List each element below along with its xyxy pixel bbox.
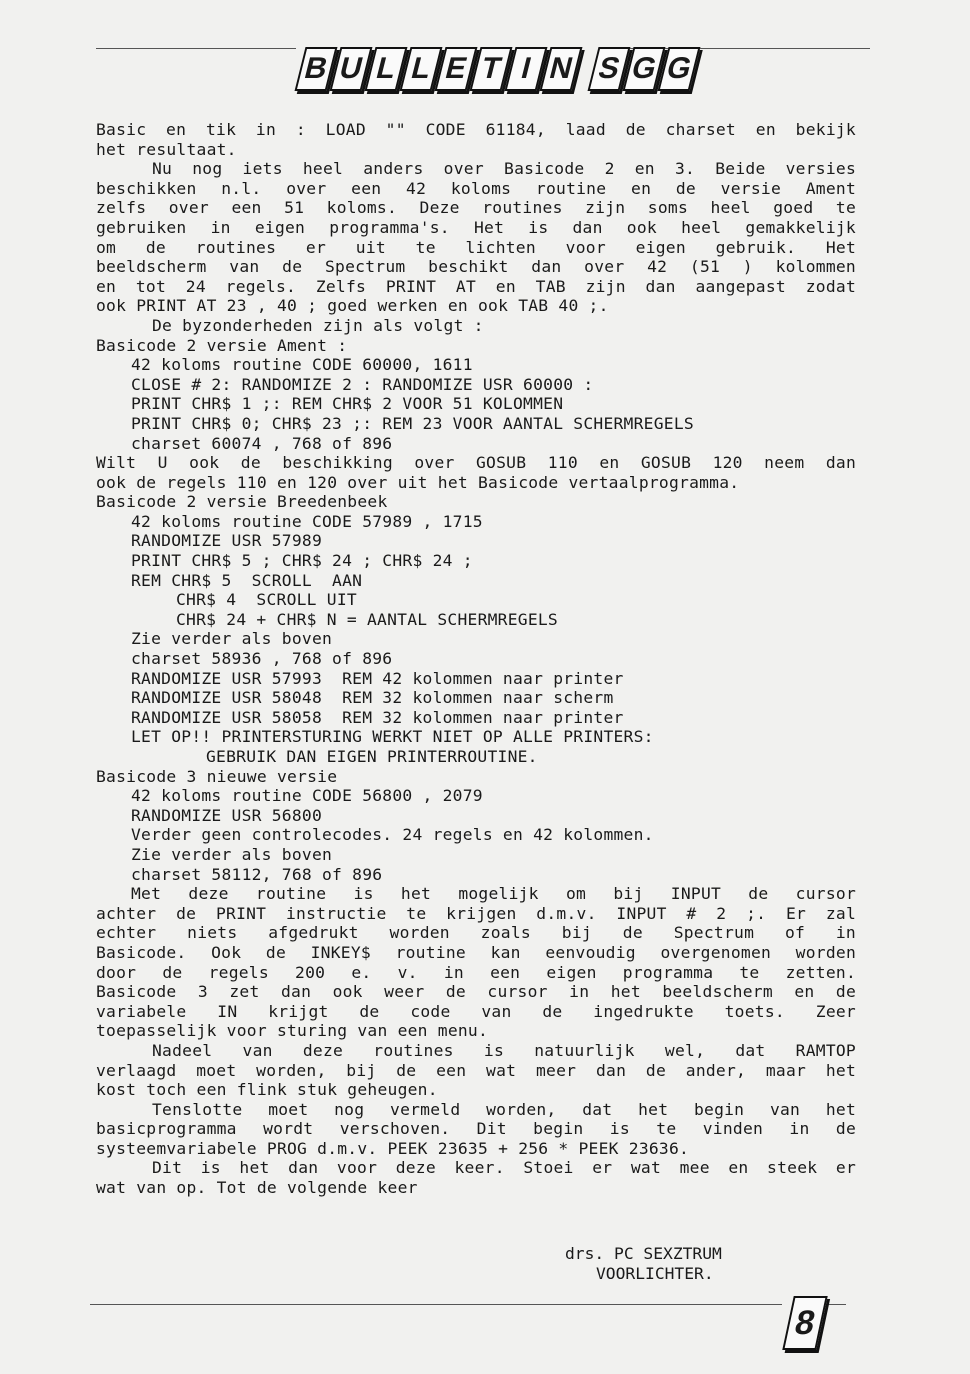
text-line: Basicode 3 zet dan ook weer de cursor in het beeldscherm en de xyxy=(96,982,856,1002)
text-line: Verder geen controlecodes. 24 regels en 42 kolommen. xyxy=(131,825,654,845)
text-line: Nu nog iets heel anders over Basicode 2 en 3. Beide versies xyxy=(152,159,856,179)
text-line: RANDOMIZE USR 57989 xyxy=(131,531,322,551)
text-line: Zie verder als boven xyxy=(131,844,333,864)
text-line: REM CHR$ 5 SCROLL AAN xyxy=(131,570,363,590)
text-line: verlaagd moet worden, bij de een wat meer dan de ander, maar het xyxy=(96,1060,856,1080)
text-line: gebruiken in eigen programma's. Het is dan ook heel gemakkelijk xyxy=(96,217,856,237)
text-line: PRINT CHR$ 5 ; CHR$ 24 ; CHR$ 24 ; xyxy=(131,551,473,571)
logo-letter: G xyxy=(658,47,701,91)
logo-letter: I xyxy=(505,47,548,91)
header-rule-left xyxy=(96,48,296,49)
text-line: Dit is het dan voor deze keer. Stoei er wat mee en steek er xyxy=(152,1158,856,1178)
footer-rule xyxy=(90,1304,782,1305)
text-line: RANDOMIZE USR 58048 REM 32 kolommen naar scherm xyxy=(131,688,614,708)
bulletin-logo xyxy=(300,46,695,92)
text-line: basicprogramma wordt verschoven. Dit begin is te vinden in de xyxy=(96,1119,856,1139)
text-line: Basicode 2 versie Breedenbeek xyxy=(96,492,388,512)
article-body xyxy=(96,120,856,1198)
text-line: Zie verder als boven xyxy=(131,629,333,649)
text-line: Basicode 3 nieuwe versie xyxy=(96,766,338,786)
text-line: ook PRINT AT 23 , 40 ; goed werken en ook TAB 40 ;. xyxy=(96,296,609,316)
logo-letter: L xyxy=(365,47,408,91)
footer-rule-right xyxy=(826,1304,846,1305)
text-line: echter niets afgedrukt worden zoals bij de Spectrum of in xyxy=(96,923,856,943)
text-line: om de routines er uit te lichten voor eigen gebruik. Het xyxy=(96,237,856,257)
text-line: RANDOMIZE USR 57993 REM 42 kolommen naar printer xyxy=(131,668,624,688)
text-line: 42 koloms routine CODE 60000, 1611 xyxy=(131,355,473,375)
text-line: PRINT CHR$ 1 ;: REM CHR$ 2 VOOR 51 KOLOMMEN xyxy=(131,394,564,414)
text-line: en tot 24 regels. Zelfs PRINT AT en TAB zijn dan aangepast zodat xyxy=(96,276,856,296)
text-line: wat van op. Tot de volgende keer xyxy=(96,1178,418,1198)
text-line: RANDOMIZE USR 58058 REM 32 kolommen naar printer xyxy=(131,707,624,727)
text-line: systeemvariabele PROG d.m.v. PEEK 23635 + 256 * PEEK 23636. xyxy=(96,1138,690,1158)
text-line: achter de PRINT instructie te krijgen d.m.v. INPUT # 2 ;. Er zal xyxy=(96,903,856,923)
page-number: 8 xyxy=(782,1296,827,1350)
text-line: charset 58112, 768 of 896 xyxy=(131,864,383,884)
text-line: beschikken n.l. over een 42 koloms routine en de versie Ament xyxy=(96,178,856,198)
text-line: CHR$ 24 + CHR$ N = AANTAL SCHERMREGELS xyxy=(176,609,558,629)
text-line: zelfs over een 51 koloms. Deze routines zijn soms heel goed te xyxy=(96,198,856,218)
text-line: het resultaat. xyxy=(96,139,237,159)
text-line: variabele IN krijgt de code van de ingedrukte toets. Zeer xyxy=(96,1001,856,1021)
text-line: beeldscherm van de Spectrum beschikt dan over 42 (51 ) kolommen xyxy=(96,257,856,277)
text-line: LET OP!! PRINTERSTURING WERKT NIET OP ALLE PRINTERS: xyxy=(131,727,654,747)
signature-name: drs. PC SEXZTRUM xyxy=(565,1244,722,1263)
text-line: ook de regels 110 en 120 over uit het Basicode vertaalprogramma. xyxy=(96,472,740,492)
signature-title: VOORLICHTER. xyxy=(596,1264,714,1283)
text-line: 42 koloms routine CODE 56800 , 2079 xyxy=(131,786,483,806)
text-line: charset 58936 , 768 of 896 xyxy=(131,649,393,669)
text-line: Basicode 2 versie Ament : xyxy=(96,335,348,355)
text-line: RANDOMIZE USR 56800 xyxy=(131,805,322,825)
text-line: Basicode. Ook de INKEY$ routine kan eenvoudig overgenomen worden xyxy=(96,942,856,962)
logo-letter: E xyxy=(435,47,478,91)
text-line: CHR$ 4 SCROLL UIT xyxy=(176,590,357,610)
logo-letter: B xyxy=(295,47,338,91)
text-line: PRINT CHR$ 0; CHR$ 23 ;: REM 23 VOOR AANTAL SCHERMREGELS xyxy=(131,413,694,433)
logo-letter: N xyxy=(540,47,583,91)
text-line: Nadeel van deze routines is natuurlijk wel, dat RAMTOP xyxy=(152,1040,856,1060)
text-line: kost toch een flink stuk geheugen. xyxy=(96,1080,438,1100)
text-line: door de regels 200 e. v. in een eigen programma te zetten. xyxy=(96,962,856,982)
text-line: GEBRUIK DAN EIGEN PRINTERROUTINE. xyxy=(206,747,538,766)
text-line: De byzonderheden zijn als volgt : xyxy=(152,315,484,335)
text-line: Tenslotte moet nog vermeld worden, dat het begin van het xyxy=(152,1099,856,1119)
text-line: CLOSE # 2: RANDOMIZE 2 : RANDOMIZE USR 60000 : xyxy=(131,374,594,394)
text-line: toepasselijk voor sturing van een menu. xyxy=(96,1021,489,1041)
text-line: Wilt U ook de beschikking over GOSUB 110 en GOSUB 120 neem dan xyxy=(96,453,856,473)
text-line: 42 koloms routine CODE 57989 , 1715 xyxy=(131,511,483,531)
logo-letter: G xyxy=(623,47,666,91)
logo-letter: T xyxy=(470,47,513,91)
logo-letter: L xyxy=(400,47,443,91)
text-line: charset 60074 , 768 of 896 xyxy=(131,433,393,453)
logo-letter: S xyxy=(588,47,631,91)
text-line: Met deze routine is het mogelijk om bij INPUT de cursor xyxy=(131,884,856,904)
text-line: Basic en tik in : LOAD "" CODE 61184, laad de charset en bekijk xyxy=(96,120,856,139)
logo-letter: U xyxy=(330,47,373,91)
